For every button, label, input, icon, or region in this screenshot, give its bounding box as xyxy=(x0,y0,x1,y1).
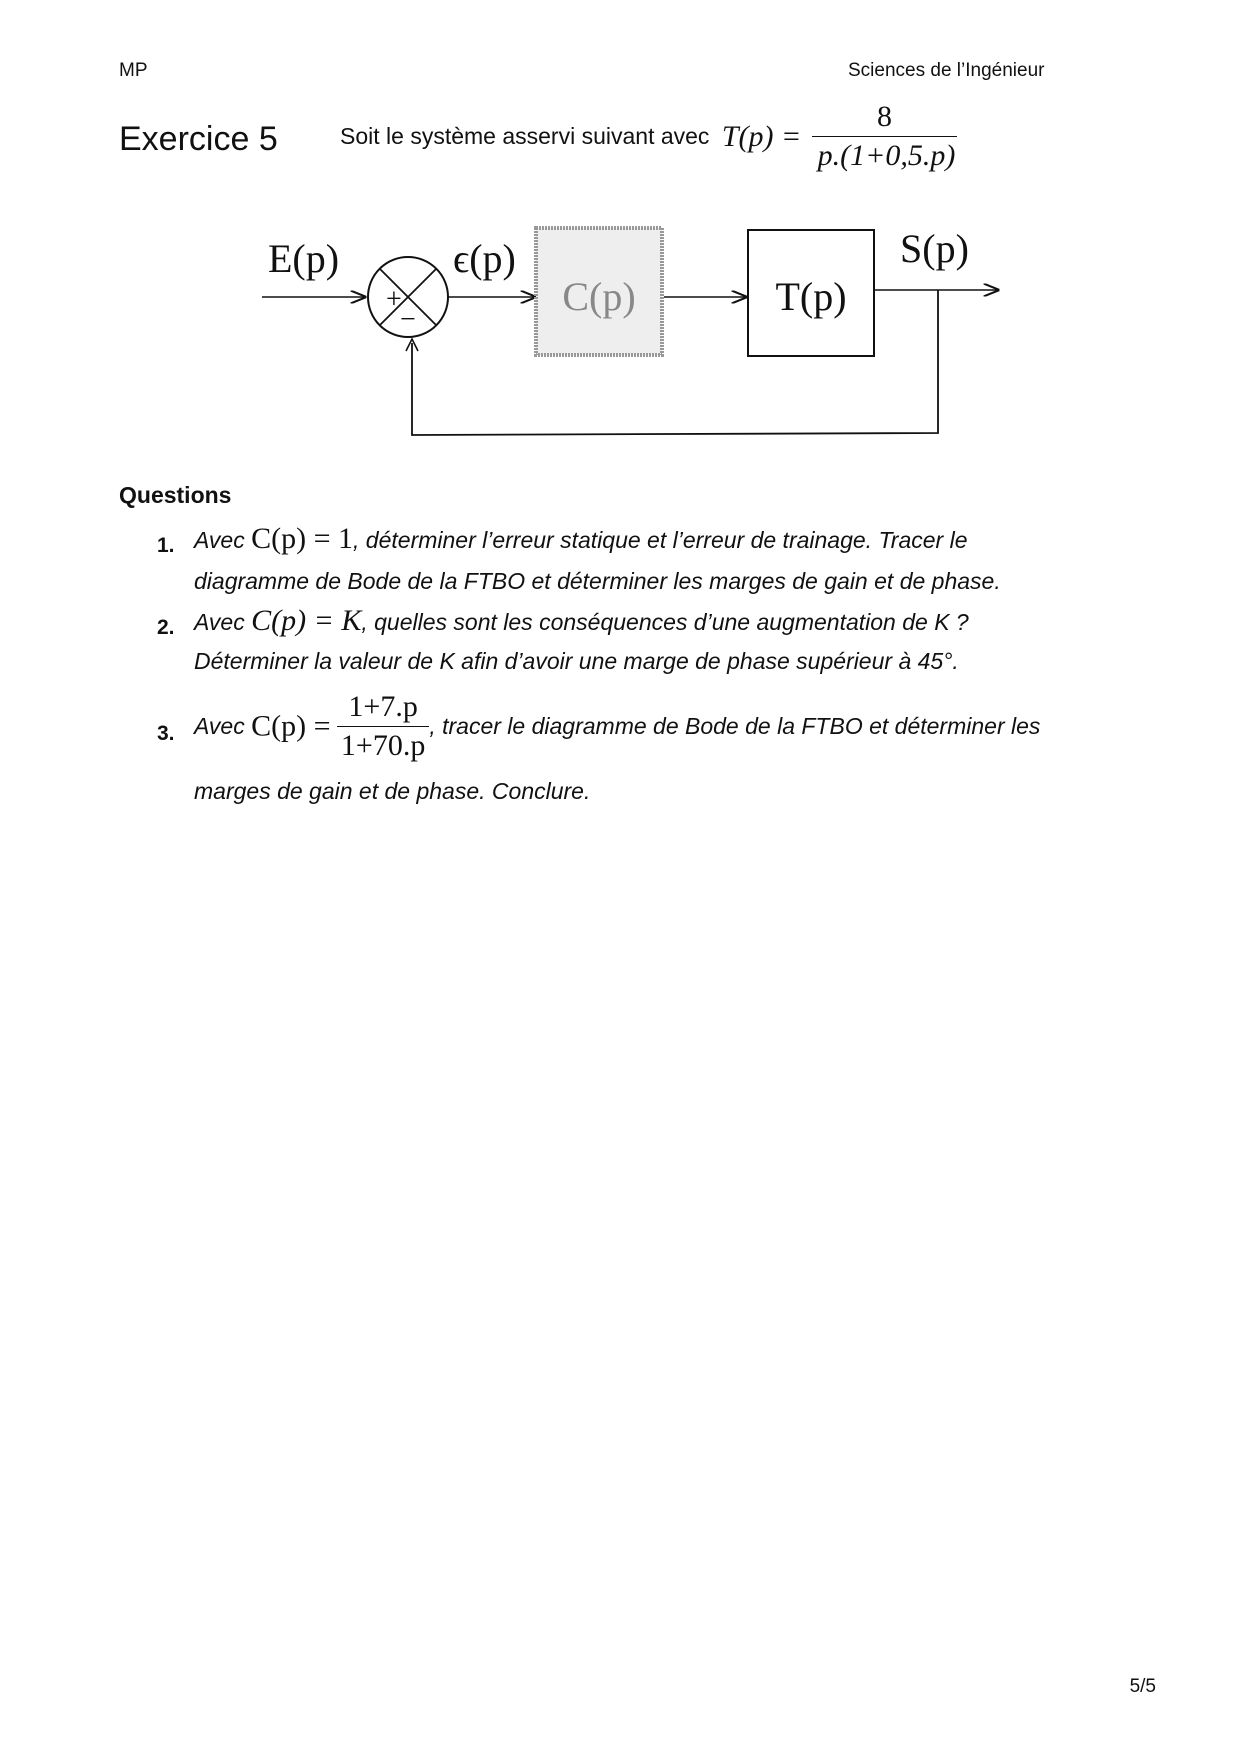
question-1-number: 1. xyxy=(157,534,175,557)
question-3-denominator: 1+70.p xyxy=(337,726,429,763)
plus-sign: + xyxy=(386,284,402,315)
header-right: Sciences de l’Ingénieur xyxy=(848,60,1045,81)
header-left: MP xyxy=(119,60,148,81)
question-1-line2: diagramme de Bode de la FTBO et déterminer les marges de gain et de phase. xyxy=(194,568,1001,594)
tf-denominator: p.(1+0,5.p) xyxy=(812,136,958,173)
question-3-line2: marges de gain et de phase. Conclure. xyxy=(194,778,591,804)
question-3-avec: Avec xyxy=(194,713,245,739)
question-2-math: C(p) = K xyxy=(251,604,362,637)
block-diagram xyxy=(250,220,1030,450)
question-2-line1 xyxy=(194,604,969,638)
block-c-label: C(p) xyxy=(562,274,636,319)
tf-fraction xyxy=(812,100,958,173)
output-label: S(p) xyxy=(900,226,969,271)
error-label: ϵ(p) xyxy=(453,236,516,281)
question-2-line2: Déterminer la valeur de K afin d’avoir une marge de phase supérieur à 45°. xyxy=(194,648,959,674)
question-3-number: 3. xyxy=(157,722,175,745)
exercise-title: Exercice 5 xyxy=(119,120,278,158)
question-1-text1: , déterminer l’erreur statique et l’erreur de trainage. Tracer le xyxy=(353,527,968,553)
question-2-text1: , quelles sont les conséquences d’une augmentation de K ? xyxy=(361,609,969,635)
tf-lhs: T(p) = xyxy=(721,119,802,153)
question-1-math: C(p) = 1 xyxy=(251,522,354,555)
tf-numerator: 8 xyxy=(877,100,892,133)
questions-title: Questions xyxy=(119,482,232,508)
block-t-label: T(p) xyxy=(775,274,847,319)
question-2-number: 2. xyxy=(157,616,175,639)
exercise-intro xyxy=(340,100,957,173)
question-1-avec: Avec xyxy=(194,527,245,553)
page-number: 5/5 xyxy=(1129,1676,1156,1697)
question-3-text1: , tracer le diagramme de Bode de la FTBO et déterminer les xyxy=(429,713,1041,739)
question-3-line1 xyxy=(194,690,1040,763)
intro-text: Soit le système asservi suivant avec xyxy=(340,123,710,149)
question-3-numerator: 1+7.p xyxy=(348,690,418,723)
minus-sign: − xyxy=(400,304,416,335)
question-1-line1 xyxy=(194,522,967,556)
question-3-fraction xyxy=(337,690,429,763)
question-3-math-lhs: C(p) = xyxy=(251,709,331,743)
input-label: E(p) xyxy=(268,236,340,281)
question-2-avec: Avec xyxy=(194,609,245,635)
